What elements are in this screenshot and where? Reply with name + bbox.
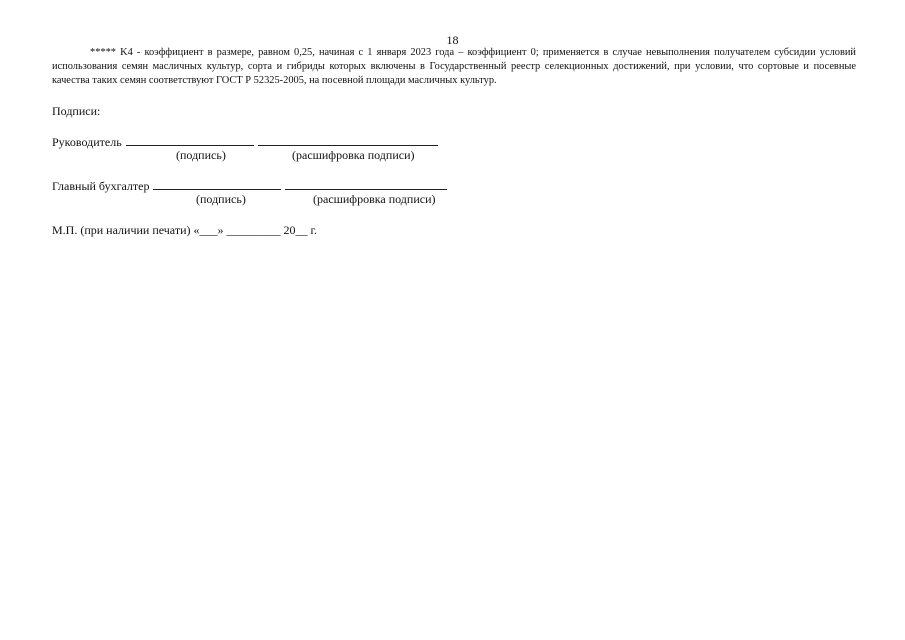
footnote-k4: ***** K4 - коэффициент в размере, равном 0,25, начиная с 1 января 2023 года – коэффициент 0; применяется в случае невыполнения получателем субсидии условий использования семян масличных культур, сорта и гибриды которых включены в Государственный реестр селекционных достижений, при условии, что сортовые и посевные качества таких семян соответствуют ГОСТ Р 52325-2005, на посевной площади масличных культур. — [52, 47, 856, 86]
head-signature-line — [126, 133, 254, 146]
head-signature-caption: (подпись) — [176, 148, 226, 162]
head-decryption-line — [258, 133, 438, 146]
signatures-heading: Подписи: — [52, 104, 101, 118]
stamp-date-line: М.П. (при наличии печати) «___» _________ 20__ г. — [52, 223, 318, 237]
accountant-label: Главный бухгалтер — [52, 179, 150, 193]
page-number: 18 — [446, 33, 459, 47]
accountant-decryption-line — [285, 177, 447, 190]
accountant-signature-caption: (подпись) — [196, 192, 246, 206]
head-label: Руководитель — [52, 135, 122, 149]
accountant-decryption-caption: (расшифровка подписи) — [313, 192, 436, 206]
accountant-signature-line — [153, 177, 281, 190]
head-decryption-caption: (расшифровка подписи) — [292, 148, 415, 162]
